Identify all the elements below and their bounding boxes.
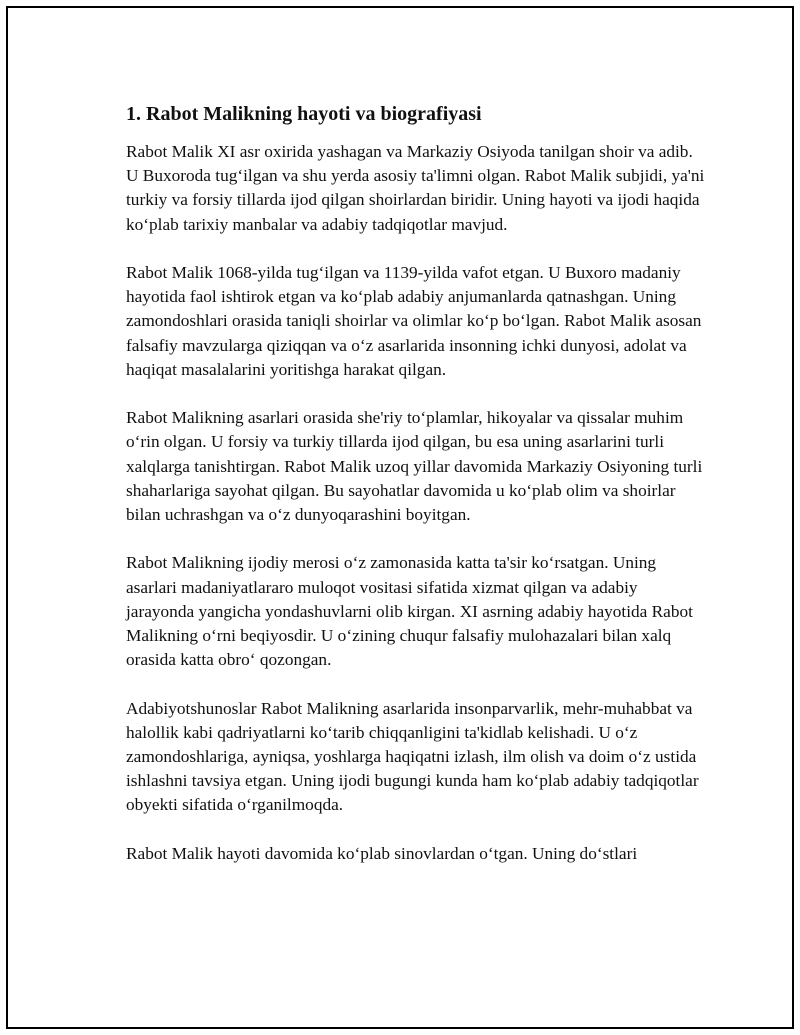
paragraph-4: Rabot Malikning ijodiy merosi o‘z zamonasida katta ta'sir ko‘rsatgan. Uning asarlari madaniyatlararo muloqot vositasi sifatida xizmat qilgan va adabiy jarayonda yangicha yondashuvlarni olib kirgan. XI asrning adabiy hayotida Rabot Malikning o‘rni beqiyosdir. U o‘zining chuqur falsafiy mulohazalari bilan xalq orasida katta obro‘ qozongan. <box>126 553 693 670</box>
section-heading: 1. Rabot Malikning hayoti va biografiyasi <box>126 103 482 125</box>
paragraph-6: Rabot Malik hayoti davomida ko‘plab sinovlardan o‘tgan. Uning do‘stlari <box>126 843 638 863</box>
document-body <box>126 100 706 890</box>
paragraph-2: Rabot Malik 1068-yilda tug‘ilgan va 1139-yilda vafot etgan. U Buxoro madaniy hayotida faol ishtirok etgan va ko‘plab adabiy anjumanlarda qatnashgan. Uning zamondoshlari orasida taniqli shoirlar va olimlar ko‘p bo‘lgan. Rabot Malik asosan falsafiy mavzularga qiziqqan va o‘z asarlarida insonning ichki dunyosi, adolat va haqiqat masalalarini yoritishga harakat qilgan. <box>126 263 702 379</box>
paragraph-1: Rabot Malik XI asr oxirida yashagan va Markaziy Osiyoda tanilgan shoir va adib. U Buxoroda tug‘ilgan va shu yerda asosiy ta'limni olgan. Rabot Malik subjidi, ya'ni turkiy va forsiy tillarda ijod qilgan shoirlardan biridir. Uning hayoti va ijodi haqida ko‘plab tarixiy manbalar va adabiy tadqiqotlar mavjud. <box>126 142 705 234</box>
page-frame <box>6 6 794 1029</box>
paragraph-5: Adabiyotshunoslar Rabot Malikning asarlarida insonparvarlik, mehr-muhabbat va halollik kabi qadriyatlarni ko‘tarib chiqqanligini ta'kidlab kelishadi. U o‘z zamondoshlariga, ayniqsa, yoshlarga haqiqatni izlash, ilm olish va doim o‘z ustida ishlashni tavsiya etgan. Uning ijodi bugungi kunda ham ko‘plab adabiy tadqiqotlar obyekti sifatida o‘rganilmoqda. <box>126 698 699 815</box>
paragraph-3: Rabot Malikning asarlari orasida she'riy to‘plamlar, hikoyalar va qissalar muhim o‘rin olgan. U forsiy va turkiy tillarda ijod qilgan, bu esa uning asarlarini turli xalqlarga tanishtirgan. Rabot Malik uzoq yillar davomida Markaziy Osiyoning turli shaharlariga sayohat qilgan. Bu sayohatlar davomida u ko‘plab olim va shoirlar bilan uchrashgan va o‘z dunyoqarashini boyitgan. <box>126 408 703 525</box>
